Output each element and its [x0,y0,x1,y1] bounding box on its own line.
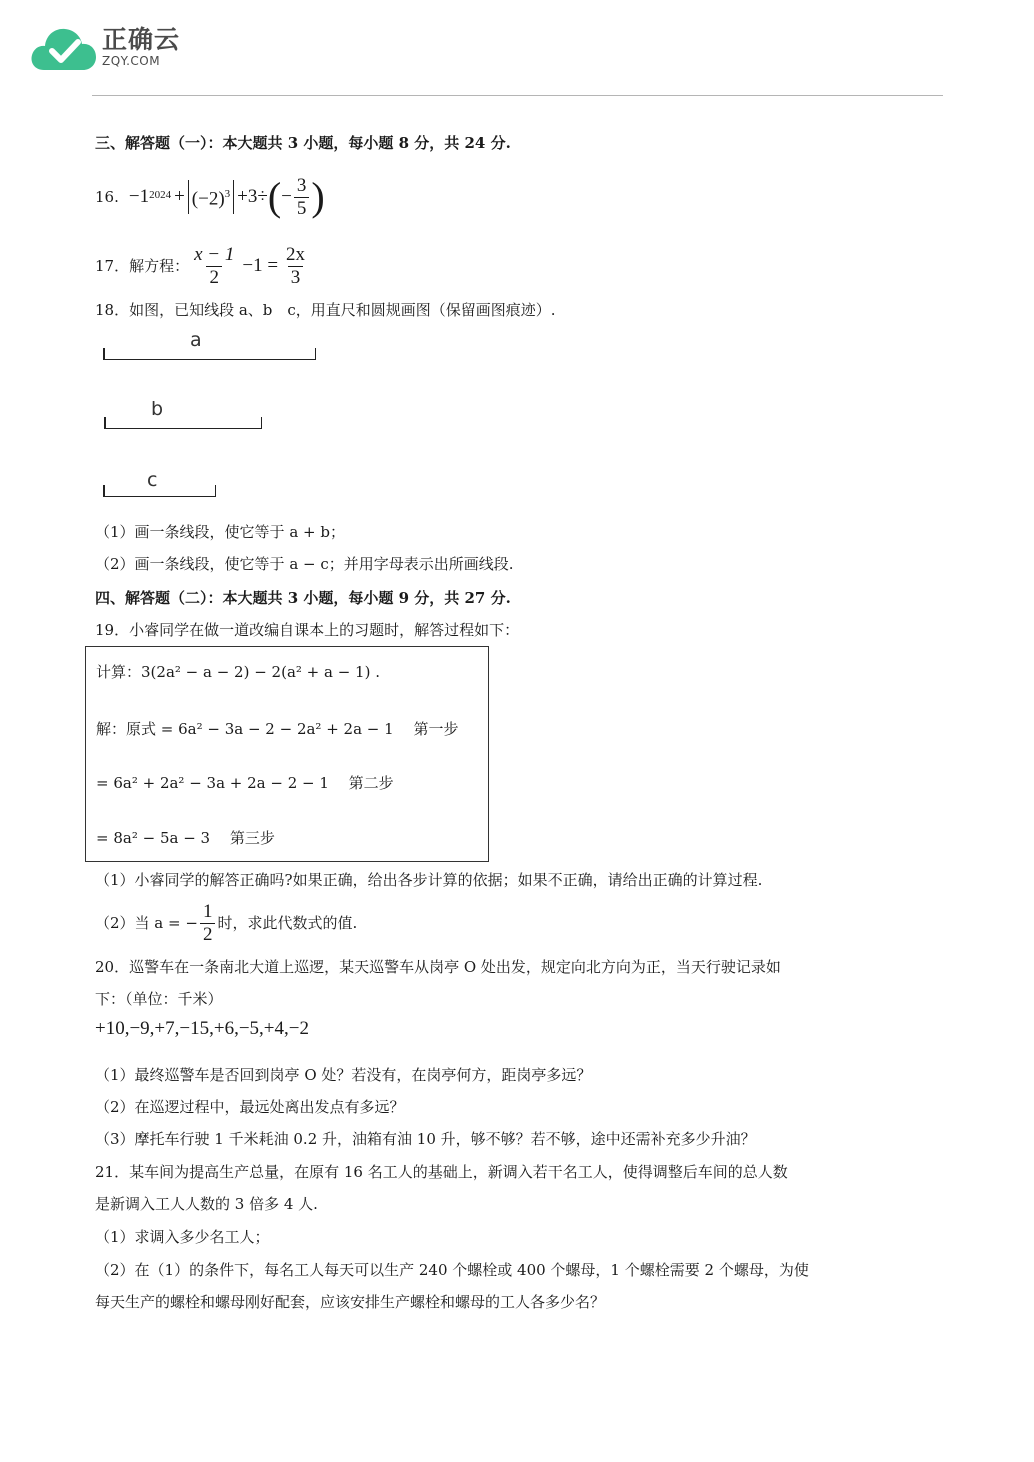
q17-lhs-num: x − 1 [194,243,235,265]
brand-domain: ZQY.COM [102,54,161,68]
q16-number: 16. [95,188,119,206]
q17-rhs-num: 2x [286,243,306,265]
q16-abs [188,180,234,213]
segment-c [103,487,216,497]
box-step-1: 解：原式 = 6a² − 3a − 2 − 2a² + 2a − 1 第一步 [96,720,459,738]
q20-line-2: 下：（单位：千米） [95,990,223,1008]
q19-part-1: （1）小睿同学的解答正确吗?如果正确，给出各步计算的依据；如果不正确，请给出正确的计算过程. [95,871,763,889]
q17-lhs-fraction [191,244,237,289]
segment-b-label: b [151,398,164,420]
q16-abs-inner: (−2) [191,188,225,210]
q21-part-2-line-1: （2）在（1）的条件下，每名工人每天可以生产 240 个螺栓或 400 个螺母，1 个螺栓需要 2 个螺母，为使 [95,1261,809,1279]
q17-rhs-fraction [283,244,308,289]
segment-a [103,350,316,360]
box-step-3: = 8a² − 5a − 3 第三步 [96,829,275,847]
q19-solution-box [85,646,489,862]
q19-fraction [200,901,216,946]
q18-text: 18．如图，已知线段 a、b c，用直尺和圆规画图（保留画图痕迹）. [95,301,556,319]
q21-line-2: 是新调入工人人数的 3 倍多 4 人. [95,1195,318,1213]
q16-frac-num: 3 [296,174,307,196]
q16-fraction [294,175,310,220]
q17-rhs-den: 3 [288,266,304,289]
q19-intro: 19．小睿同学在做一道改编自课本上的习题时，解答过程如下： [95,621,520,639]
q16-frac-den: 5 [294,197,310,220]
q16-rparen: ) [311,174,325,219]
q20-part-3: （3）摩托车行驶 1 千米耗油 0.2 升，油箱有油 10 升，够不够？若不够，途中还需补充多少升油？ [95,1130,756,1148]
question-16 [95,172,325,222]
segment-c-label: c [147,469,158,491]
q20-part-2: （2）在巡逻过程中，最远处离出发点有多远？ [95,1098,405,1116]
q20-line-1: 20．巡警车在一条南北大道上巡逻，某天巡警车从岗亭 O 处出发，规定向北方向为正，当天行驶记录如 [95,958,781,976]
q17-mid: −1 = [242,255,279,276]
q21-part-1: （1）求调入多少名工人； [95,1228,270,1246]
box-calc: 计算：3(2a² − a − 2) − 2(a² + a − 1) . [96,663,380,681]
q19-part-2 [95,900,357,946]
q21-line-1: 21．某车间为提高生产总量，在原有 16 名工人的基础上，新调入若干名工人，使得调整后车间的总人数 [95,1163,788,1181]
segment-a-label: a [190,329,202,351]
q18-part-2: （2）画一条线段，使它等于 a − c；并用字母表示出所画线段. [95,555,514,573]
brand-header [30,20,230,80]
q16-lparen: ( [267,174,282,219]
section-3-title: 三、解答题（一）：本大题共 3 小题，每小题 8 分，共 24 分. [95,134,511,152]
q19-frac-num: 1 [202,900,213,922]
q16-exp-a: 2024 [149,189,172,201]
q20-record: +10,−9,+7,−15,+6,−5,+4,−2 [95,1018,309,1039]
segment-b [104,419,262,429]
section-4-title: 四、解答题（二）：本大题共 3 小题，每小题 9 分，共 27 分. [95,589,511,607]
brand-name: 正确云 [102,25,181,54]
q16-neg: − [281,186,292,207]
q16-term-a: −1 [128,186,150,207]
q16-exp-b: 3 [224,188,231,201]
q19-p2-pre: （2）当 a = − [95,914,198,932]
question-17 [95,243,310,289]
cloud-check-logo-icon [30,24,98,76]
q16-plus: + [174,186,185,207]
q19-p2-post: 时，求此代数式的值. [217,914,358,932]
q18-part-1: （1）画一条线段，使它等于 a + b； [95,523,345,541]
q20-part-1: （1）最终巡警车是否回到岗亭 O 处？若没有，在岗亭何方，距岗亭多远？ [95,1066,592,1084]
box-step-2: = 6a² + 2a² − 3a + 2a − 2 − 1 第二步 [96,774,394,792]
q17-label: 17．解方程： [95,257,190,275]
q21-part-2-line-2: 每天生产的螺栓和螺母刚好配套，应该安排生产螺栓和螺母的工人各多少名？ [95,1293,606,1311]
q19-frac-den: 2 [200,923,216,946]
q16-div: +3÷ [237,186,268,207]
q17-lhs-den: 2 [206,266,222,289]
header-divider [92,95,943,96]
